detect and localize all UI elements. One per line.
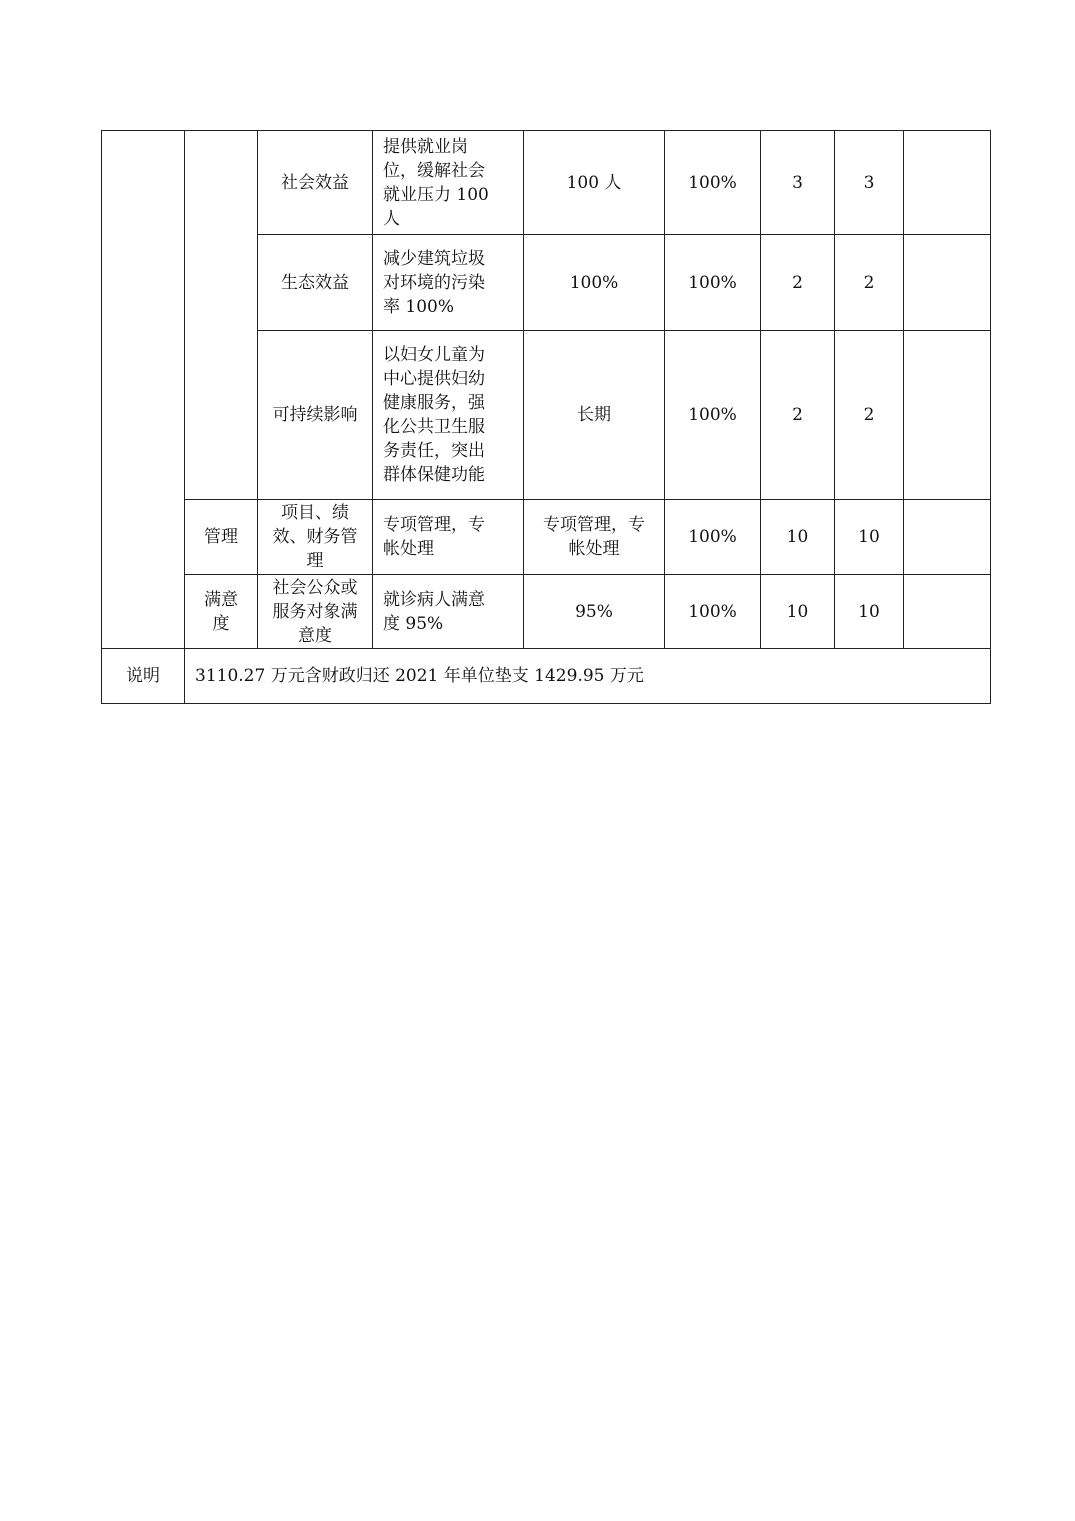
note-cell (904, 500, 991, 575)
indicator-cell: 社会效益 (258, 131, 373, 235)
table-row (102, 575, 991, 649)
actual-value-cell: 专项管理，专 帐处理 (524, 500, 665, 575)
actual-value-cell: 95% (524, 575, 665, 649)
target-cell: 专项管理，专 帐处理 (373, 500, 524, 575)
category-cell: 管理 (185, 500, 258, 575)
actual-value-cell: 100% (524, 235, 665, 331)
table-row (102, 131, 991, 235)
note-cell (904, 575, 991, 649)
score-cell: 10 (835, 500, 904, 575)
completion-cell: 100% (665, 235, 761, 331)
completion-cell: 100% (665, 331, 761, 500)
score-cell: 10 (835, 575, 904, 649)
table-row (102, 500, 991, 575)
footer-text: 3110.27 万元含财政归还 2021 年单位垫支 1429.95 万元 (185, 649, 991, 704)
indicator-cell: 项目、绩 效、财务管 理 (258, 500, 373, 575)
weight-cell: 2 (761, 331, 835, 500)
performance-table (101, 130, 991, 704)
target-cell: 以妇女儿童为 中心提供妇幼 健康服务，强 化公共卫生服 务责任，突出 群体保健功能 (373, 331, 524, 500)
weight-cell: 2 (761, 235, 835, 331)
footer-label: 说明 (102, 649, 185, 704)
second-level-indicator-cell (185, 131, 258, 500)
weight-cell: 10 (761, 500, 835, 575)
completion-cell: 100% (665, 131, 761, 235)
score-cell: 2 (835, 235, 904, 331)
completion-cell: 100% (665, 500, 761, 575)
weight-cell: 3 (761, 131, 835, 235)
actual-value-cell: 100 人 (524, 131, 665, 235)
score-cell: 3 (835, 131, 904, 235)
target-cell: 减少建筑垃圾 对环境的污染 率 100% (373, 235, 524, 331)
note-cell (904, 235, 991, 331)
category-cell: 满意 度 (185, 575, 258, 649)
indicator-cell: 社会公众或 服务对象满 意度 (258, 575, 373, 649)
weight-cell: 10 (761, 575, 835, 649)
indicator-cell: 生态效益 (258, 235, 373, 331)
note-cell (904, 331, 991, 500)
target-cell: 就诊病人满意 度 95% (373, 575, 524, 649)
actual-value-cell: 长期 (524, 331, 665, 500)
score-cell: 2 (835, 331, 904, 500)
target-cell: 提供就业岗 位，缓解社会 就业压力 100 人 (373, 131, 524, 235)
note-cell (904, 131, 991, 235)
indicator-cell: 可持续影响 (258, 331, 373, 500)
footer-row (102, 649, 991, 704)
completion-cell: 100% (665, 575, 761, 649)
first-level-indicator-cell (102, 131, 185, 649)
